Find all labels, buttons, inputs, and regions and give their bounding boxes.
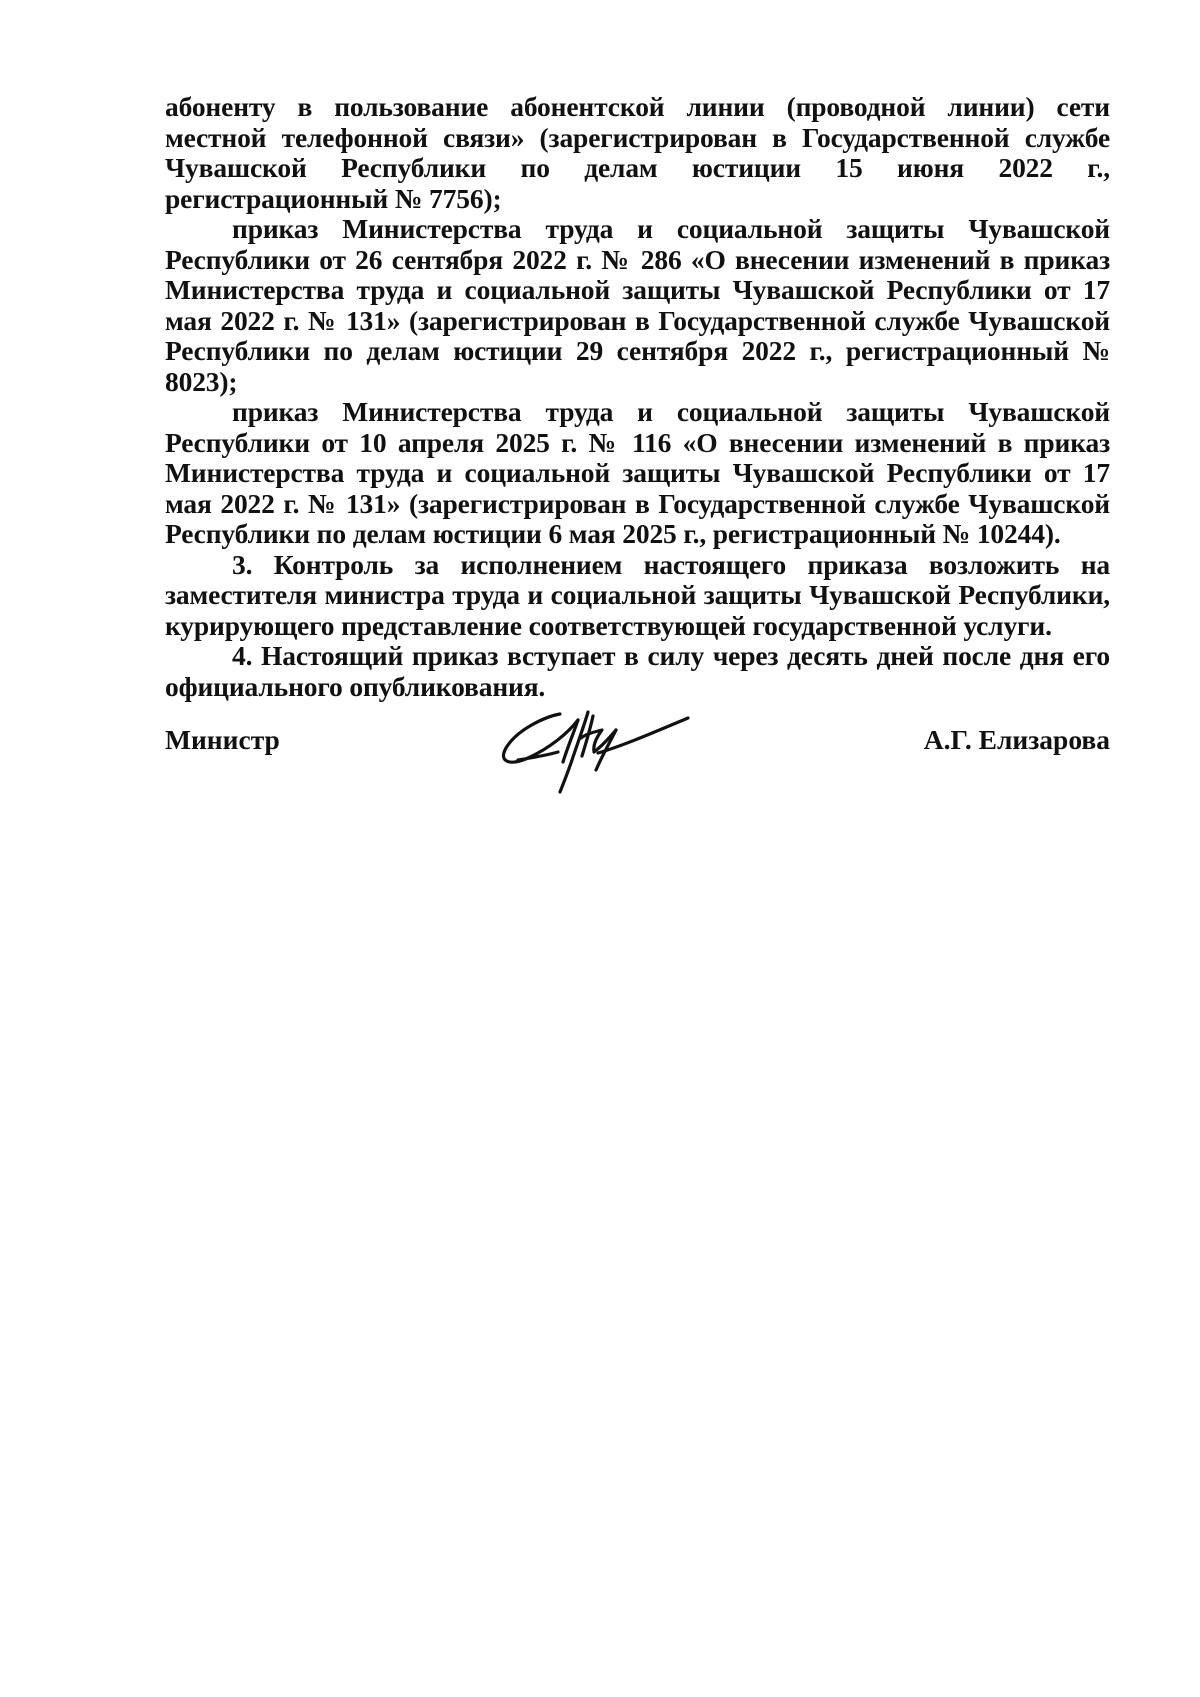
paragraph-order-286: приказ Министерства труда и социальной защиты Чувашской Республики от 26 сентября 2022 г. № 286 «О внесении изменений в приказ Министерства труда и социальной защиты Чувашской Республики от 17 мая 2022 г. № 131» (зарегистрирован в Государственной службе Чувашской Республики по делам юстиции 29 сентября 2022 г., регистрационный № 8023); — [165, 213, 1110, 397]
document-body — [165, 92, 1110, 702]
signature-block — [165, 708, 1110, 798]
paragraph-effective-date: 4. Настоящий приказ вступает в силу через десять дней после дня его официального опубликования. — [165, 640, 1110, 702]
paragraph-continuation: абоненту в пользование абонентской линии (проводной линии) сети местной телефонной связи» (зарегистрирован в Государственной службе Чувашской Республики по делам юстиции 15 июня 2022 г., регистрационный № 7756); — [165, 91, 1110, 214]
paragraph-order-116: приказ Министерства труда и социальной защиты Чувашской Республики от 10 апреля 2025 г. № 116 «О внесении изменений в приказ Министерства труда и социальной защиты Чувашской Республики от 17 мая 2022 г. № 131» (зарегистрирован в Государственной службе Чувашской Республики по делам юстиции 6 мая 2025 г., регистрационный № 10244). — [165, 396, 1110, 549]
signer-position: Министр — [165, 724, 280, 755]
signer-name: А.Г. Елизарова — [923, 724, 1110, 755]
paragraph-control: 3. Контроль за исполнением настоящего приказа возложить на заместителя министра труда и социальной защиты Чувашской Республики, курирующего представление соответствующей государственной услуги. — [165, 548, 1110, 641]
handwritten-signature-icon — [490, 708, 700, 798]
